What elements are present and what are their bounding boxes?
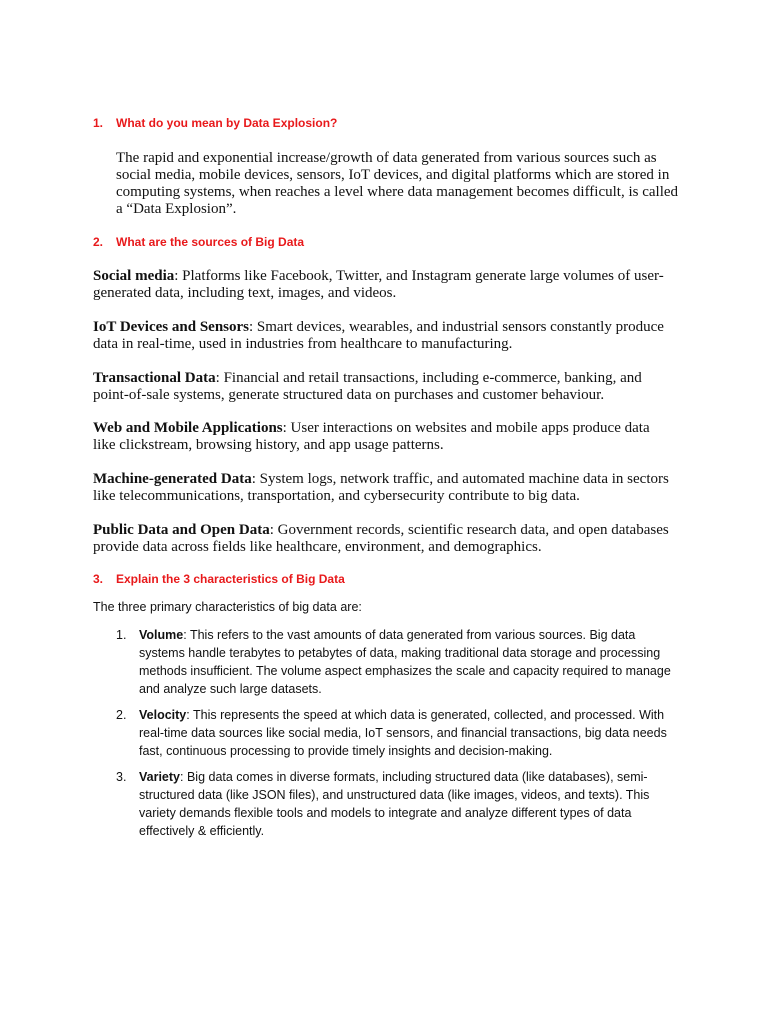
source-term: Machine-generated Data bbox=[93, 471, 252, 487]
question-3-title: Explain the 3 characteristics of Big Data bbox=[116, 572, 345, 586]
characteristic-term: Velocity bbox=[139, 708, 187, 722]
source-sep: : bbox=[215, 370, 224, 386]
characteristics-intro: The three primary characteristics of big data are: bbox=[93, 600, 362, 614]
characteristic-text: This represents the speed at which data is generated, collected, and processed. With real-time data sources like social media, IoT sensors, and financial transactions, big data needs fast, continuous processing to provide timely insights and decision-making. bbox=[139, 708, 667, 758]
characteristic-term: Variety bbox=[139, 770, 181, 784]
source-sep: : bbox=[249, 319, 257, 335]
characteristic-term: Volume bbox=[139, 628, 184, 642]
source-text: Platforms like Facebook, Twitter, and Instagram generate large volumes of user-generated data, including text, images, and videos. bbox=[93, 268, 664, 301]
characteristic-sep: : bbox=[183, 628, 190, 642]
list-item-body bbox=[139, 768, 679, 840]
question-1-heading bbox=[93, 116, 337, 130]
question-3-heading bbox=[93, 572, 345, 586]
source-sep: : bbox=[251, 471, 260, 487]
source-iot-devices bbox=[93, 319, 673, 353]
list-number: 2. bbox=[116, 708, 127, 722]
list-number: 3. bbox=[116, 770, 127, 784]
source-social-media bbox=[93, 268, 673, 302]
source-text: System logs, network traffic, and automated machine data in sectors like telecommunications, transportation, and cybersecurity contribute to big data. bbox=[93, 471, 669, 504]
source-transactional-data bbox=[93, 370, 673, 404]
characteristic-text: This refers to the vast amounts of data generated from various sources. Big data systems handle terabytes to petabytes of data, making traditional data storage and processing methods insufficient. The volume aspect emphasizes the scale and capacity required to manage and analyze such large datasets. bbox=[139, 628, 671, 696]
source-text: User interactions on websites and mobile apps produce data like clickstream, browsing history, and app usage patterns. bbox=[93, 420, 650, 453]
question-1-answer: The rapid and exponential increase/growth of data generated from various sources such as social media, mobile devices, sensors, IoT devices, and digital platforms which are stored in computing systems, when reaches a level where data management becomes difficult, is called a “Data Explosion”. bbox=[116, 150, 679, 217]
list-item-body bbox=[139, 626, 679, 698]
question-1-number: 1. bbox=[93, 116, 104, 130]
characteristic-sep: : bbox=[186, 708, 193, 722]
source-term: Web and Mobile Applications bbox=[93, 420, 283, 436]
source-sep: : bbox=[269, 522, 278, 538]
question-1-title: What do you mean by Data Explosion? bbox=[116, 116, 338, 130]
characteristic-text: Big data comes in diverse formats, including structured data (like databases), semi-structured data (like JSON files), and unstructured data (like images, videos, and texts). This variety demands flexible tools and models to integrate and analyze different types of data effectively & efficiently. bbox=[139, 770, 650, 838]
source-sep: : bbox=[282, 420, 291, 436]
question-3-number: 3. bbox=[93, 572, 104, 586]
question-2-title: What are the sources of Big Data bbox=[116, 235, 305, 249]
source-web-mobile-apps bbox=[93, 420, 673, 454]
source-term: Social media bbox=[93, 268, 175, 284]
source-sep: : bbox=[174, 268, 183, 284]
source-text: Financial and retail transactions, including e-commerce, banking, and point-of-sale systems, generate structured data on purchases and customer behaviour. bbox=[93, 370, 642, 403]
characteristic-sep: : bbox=[180, 770, 187, 784]
question-2-number: 2. bbox=[93, 235, 104, 249]
question-2-heading bbox=[93, 235, 304, 249]
source-text: Government records, scientific research data, and open databases provide data across fields like healthcare, environment, and demographics. bbox=[93, 522, 669, 555]
list-item-body bbox=[139, 706, 679, 760]
source-public-open-data bbox=[93, 522, 673, 556]
source-text: Smart devices, wearables, and industrial sensors constantly produce data in real-time, used in industries from healthcare to manufacturing. bbox=[93, 319, 664, 352]
list-number: 1. bbox=[116, 628, 127, 642]
source-term: Transactional Data bbox=[93, 370, 216, 386]
source-term: Public Data and Open Data bbox=[93, 522, 270, 538]
source-machine-generated bbox=[93, 471, 673, 505]
source-term: IoT Devices and Sensors bbox=[93, 319, 249, 335]
